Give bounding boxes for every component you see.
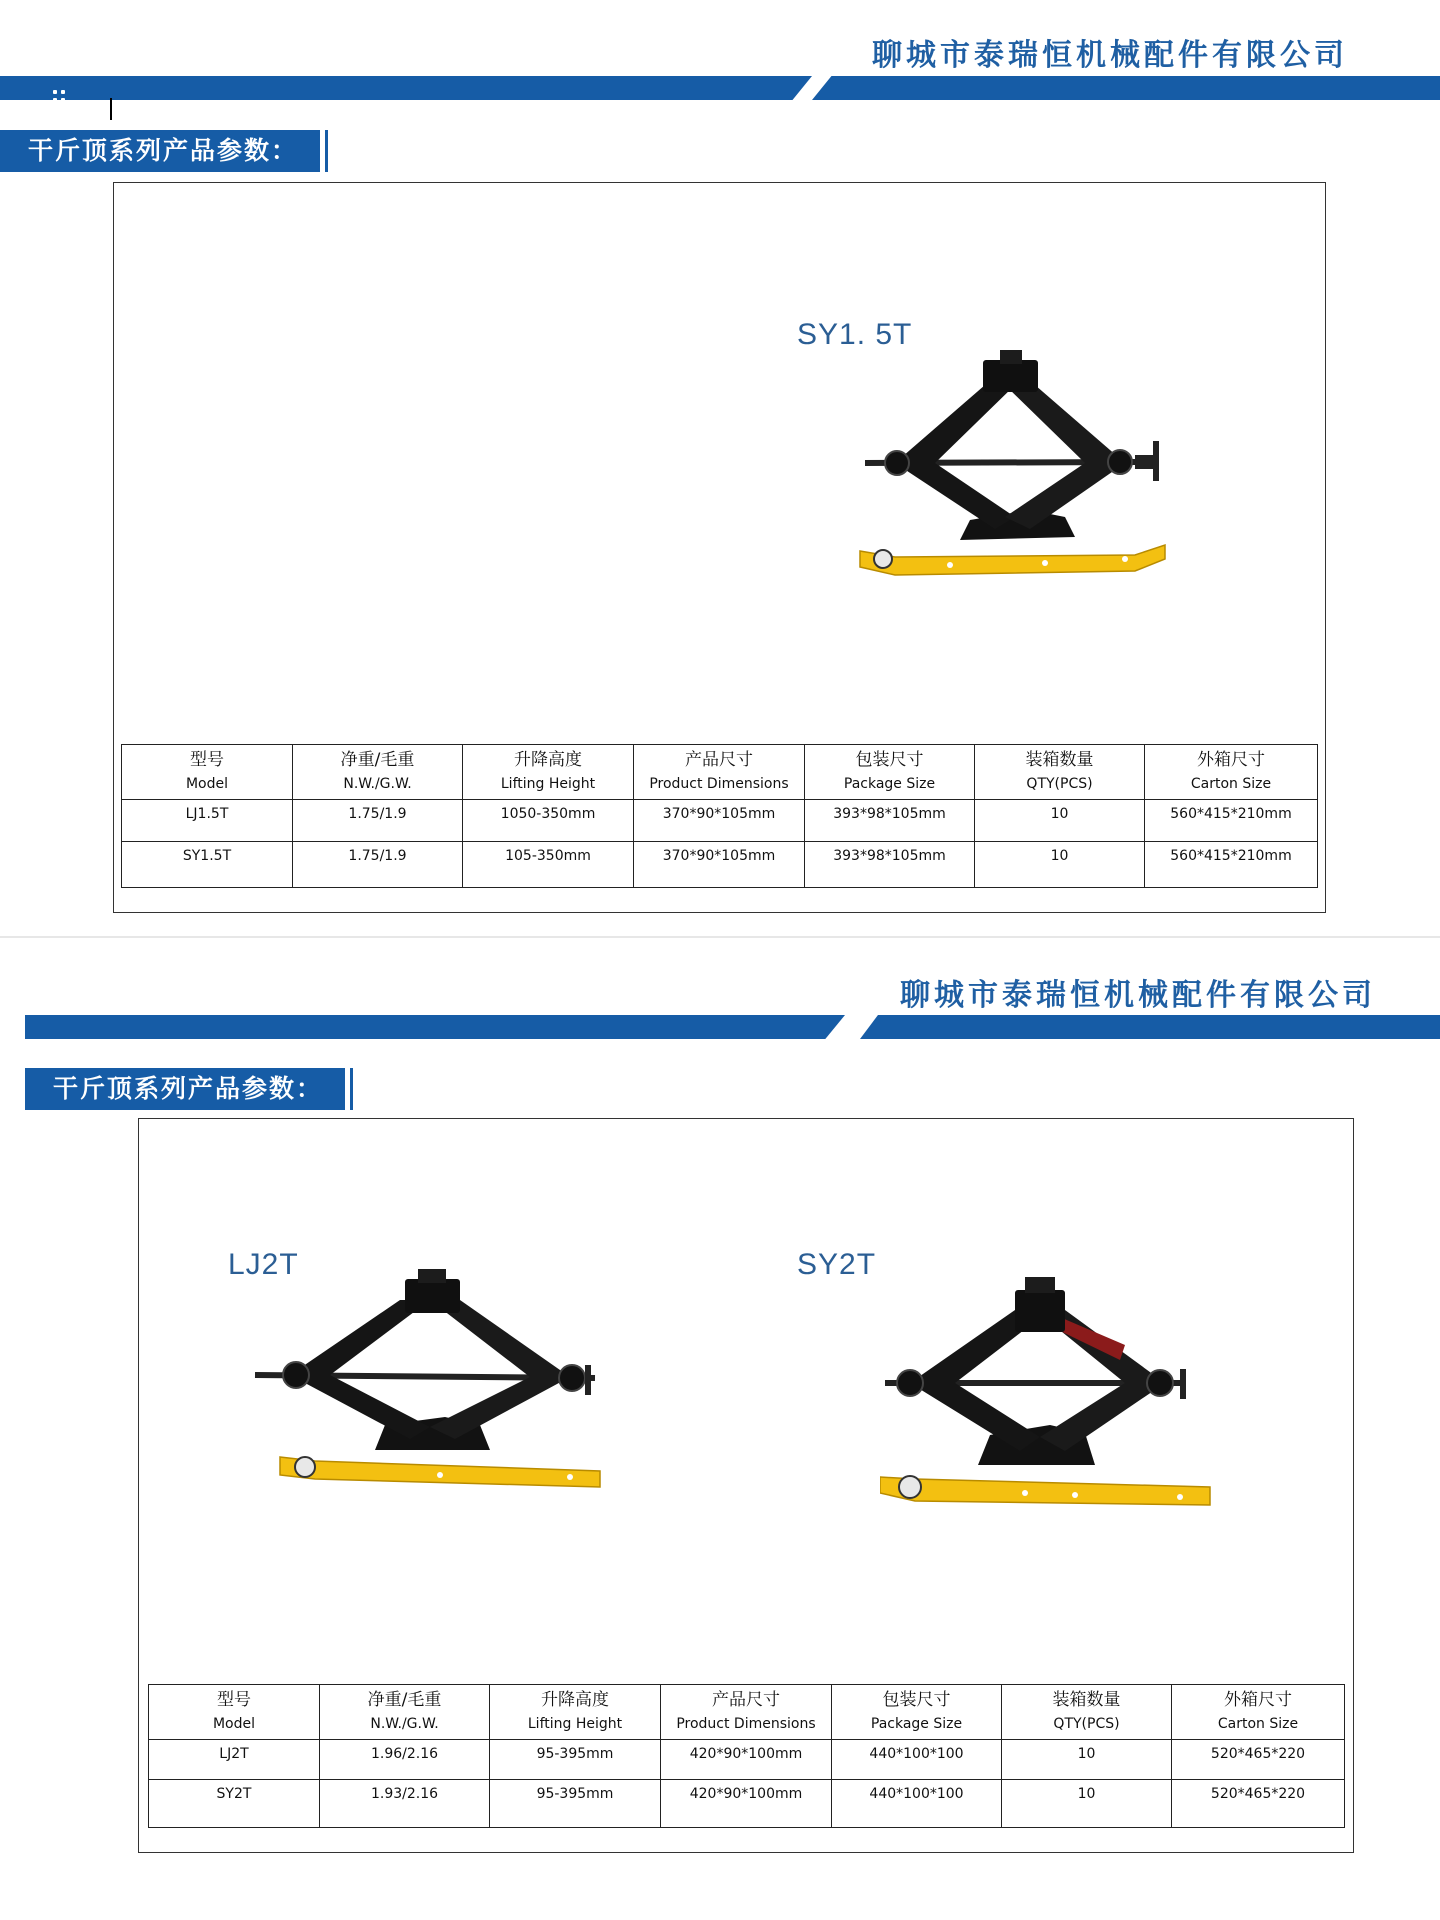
catalog-page-2 xyxy=(0,940,1440,1875)
column-header: 产品尺寸 Product Dimensions xyxy=(634,745,805,800)
table-cell: 10 xyxy=(975,842,1145,888)
table-row xyxy=(122,800,1318,842)
header-banner xyxy=(0,76,1440,100)
spec-table-2 xyxy=(148,1684,1345,1828)
table-row xyxy=(149,1740,1345,1780)
column-header: 净重/毛重 N.W./G.W. xyxy=(293,745,463,800)
table-cell: 105-350mm xyxy=(463,842,634,888)
column-header: 装箱数量 QTY(PCS) xyxy=(975,745,1145,800)
table-cell: 440*100*100 xyxy=(832,1780,1002,1828)
table-cell: 1.75/1.9 xyxy=(293,800,463,842)
header-banner xyxy=(25,1015,1440,1039)
table-cell: 1.96/2.16 xyxy=(320,1740,490,1780)
table-cell: 520*465*220 xyxy=(1172,1740,1345,1780)
table-cell: 1.75/1.9 xyxy=(293,842,463,888)
table-cell: 420*90*100mm xyxy=(661,1780,832,1828)
spec-table-1 xyxy=(121,744,1318,888)
table-cell: 10 xyxy=(975,800,1145,842)
column-header: 包装尺寸 Package Size xyxy=(805,745,975,800)
table-cell: 520*465*220 xyxy=(1172,1780,1345,1828)
table-cell: 95-395mm xyxy=(490,1740,661,1780)
column-header: 净重/毛重 N.W./G.W. xyxy=(320,1685,490,1740)
table-cell: 10 xyxy=(1002,1740,1172,1780)
product-label-sy2t: SY2T xyxy=(797,1248,877,1281)
table-cell: 95-395mm xyxy=(490,1780,661,1828)
column-header: 升降高度 Lifting Height xyxy=(490,1685,661,1740)
table-cell: 393*98*105mm xyxy=(805,800,975,842)
table-cell: LJ1.5T xyxy=(122,800,293,842)
table-cell: SY2T xyxy=(149,1780,320,1828)
table-cell: 1050-350mm xyxy=(463,800,634,842)
table-cell: 370*90*105mm xyxy=(634,842,805,888)
table-cell: SY1.5T xyxy=(122,842,293,888)
section-title xyxy=(0,130,320,172)
scissor-jack-image xyxy=(880,1265,1240,1525)
product-label-sy1-5t: SY1. 5T xyxy=(797,318,913,351)
table-cell: 1.93/2.16 xyxy=(320,1780,490,1828)
page-divider xyxy=(0,936,1440,938)
grid-menu-icon[interactable] xyxy=(53,90,71,112)
table-cell: 10 xyxy=(1002,1780,1172,1828)
section-title xyxy=(25,1068,345,1110)
table-row xyxy=(122,842,1318,888)
table-header-row xyxy=(149,1685,1345,1740)
table-cell: 560*415*210mm xyxy=(1145,800,1318,842)
table-cell: 560*415*210mm xyxy=(1145,842,1318,888)
table-cell: 420*90*100mm xyxy=(661,1740,832,1780)
table-cell: 440*100*100 xyxy=(832,1740,1002,1780)
table-row xyxy=(149,1780,1345,1828)
table-cell: LJ2T xyxy=(149,1740,320,1780)
catalog-page-1 xyxy=(0,0,1440,935)
scissor-jack-image xyxy=(250,1265,610,1505)
column-header: 型号 Model xyxy=(122,745,293,800)
column-header: 外箱尺寸 Carton Size xyxy=(1172,1685,1345,1740)
section-title-text: 干斤顶系列产品参数： xyxy=(53,1074,324,1103)
column-header: 装箱数量 QTY(PCS) xyxy=(1002,1685,1172,1740)
section-title-text: 干斤顶系列产品参数： xyxy=(28,136,299,165)
table-cell: 393*98*105mm xyxy=(805,842,975,888)
table-header-row xyxy=(122,745,1318,800)
scissor-jack-image xyxy=(835,345,1195,585)
column-header: 升降高度 Lifting Height xyxy=(463,745,634,800)
product-label-lj2t: LJ2T xyxy=(228,1248,299,1281)
column-header: 外箱尺寸 Carton Size xyxy=(1145,745,1318,800)
company-name: 聊城市泰瑞恒机械配件有限公司 xyxy=(872,38,1348,73)
column-header: 产品尺寸 Product Dimensions xyxy=(661,1685,832,1740)
table-cell: 370*90*105mm xyxy=(634,800,805,842)
column-header: 包装尺寸 Package Size xyxy=(832,1685,1002,1740)
column-header: 型号 Model xyxy=(149,1685,320,1740)
company-name: 聊城市泰瑞恒机械配件有限公司 xyxy=(900,978,1376,1013)
text-cursor xyxy=(110,98,112,120)
